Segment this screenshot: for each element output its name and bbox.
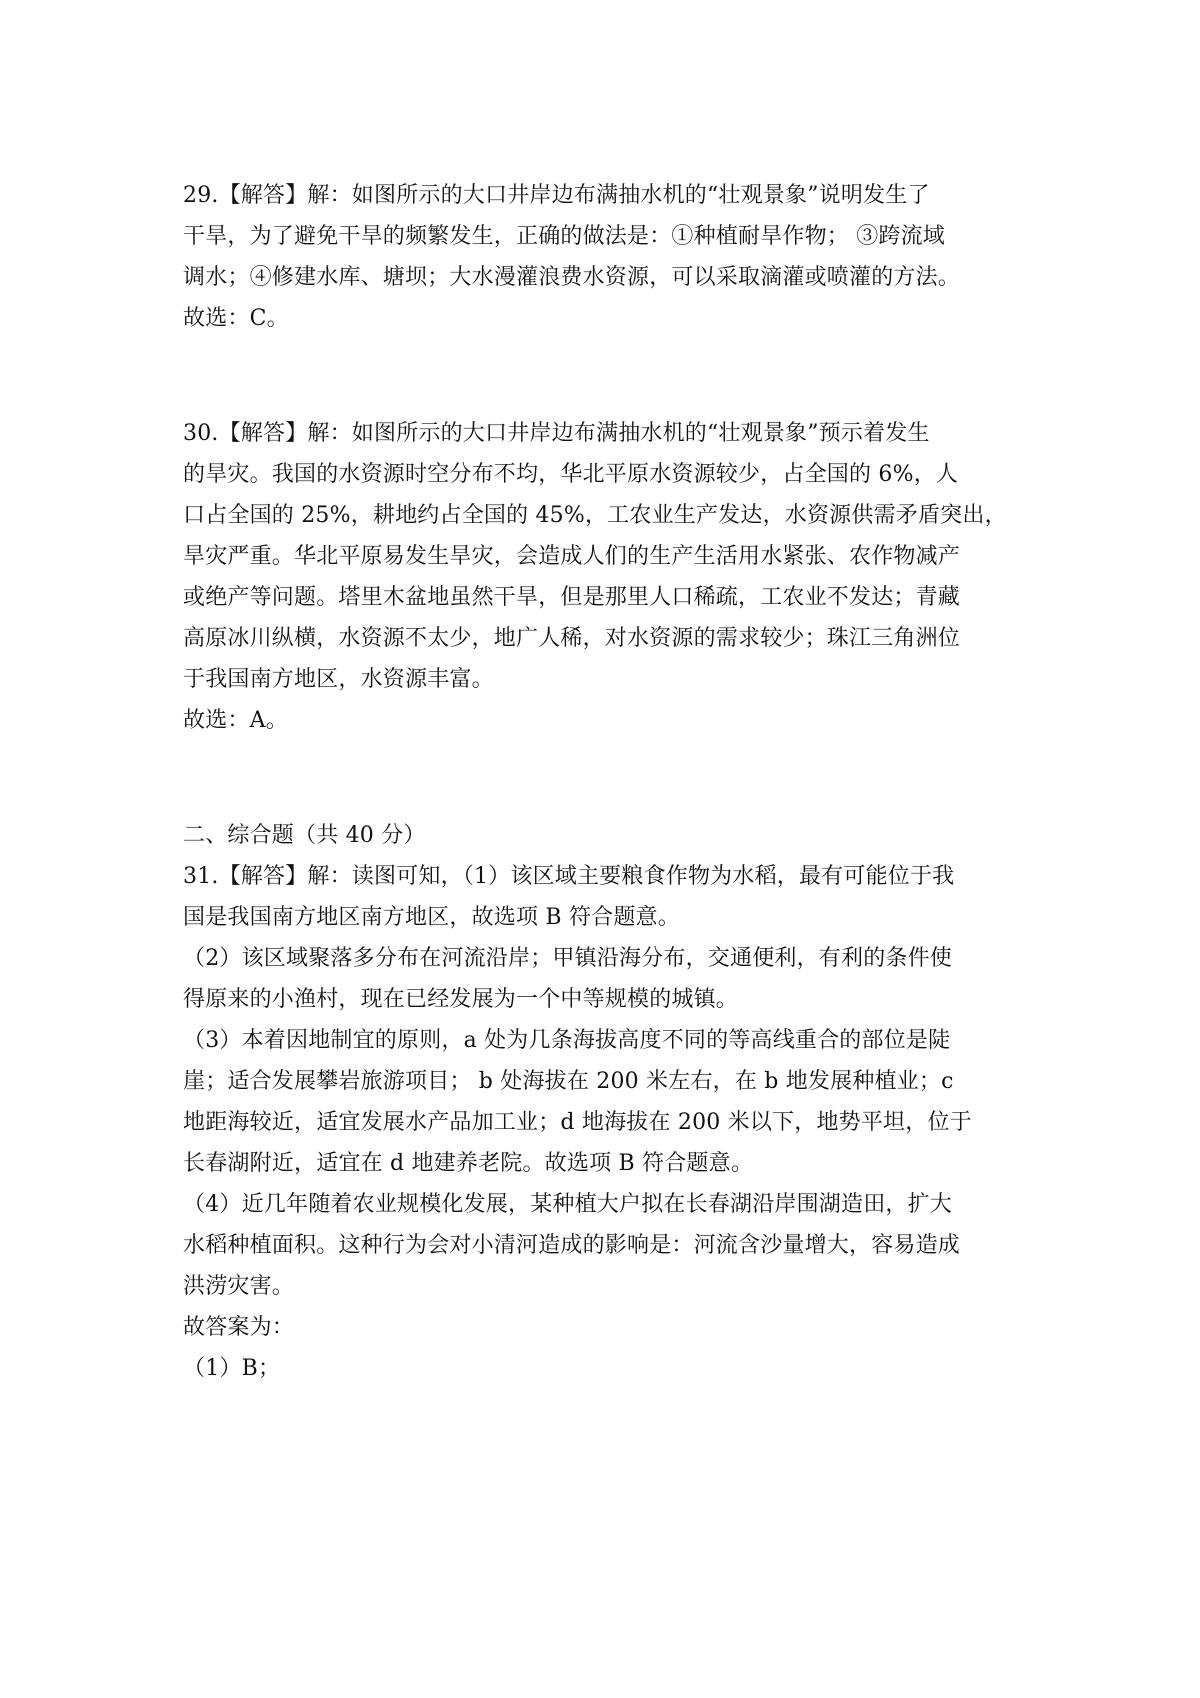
q30-line-7: 于我国南方地区，水资源丰富。 bbox=[183, 667, 494, 692]
q29-line-1: 29.【解答】解：如图所示的大口井岸边布满抽水机的“壮观景象”说明发生了 bbox=[183, 183, 930, 208]
q31-line-4: 得原来的小渔村，现在已经发展为一个中等规模的城镇。 bbox=[183, 987, 739, 1012]
q30-line-2: 的旱灾。我国的水资源时空分布不均，华北平原水资源较少，占全国的 6%，人 bbox=[183, 462, 959, 487]
q29-line-2: 干旱，为了避免干旱的频繁发生，正确的做法是：①种植耐旱作物； ③跨流域 bbox=[183, 224, 945, 249]
q31-line-9: （4）近几年随着农业规模化发展，某种植大户拟在长春湖沿岸围湖造田，扩大 bbox=[183, 1192, 952, 1217]
q30-line-1: 30.【解答】解：如图所示的大口井岸边布满抽水机的“壮观景象”预示着发生 bbox=[183, 421, 930, 446]
q31-line-5: （3）本着因地制宜的原则，a 处为几条海拔高度不同的等高线重合的部位是陡 bbox=[183, 1028, 951, 1053]
q31-line-6: 崖；适合发展攀岩旅游项目； b 处海拔在 200 米左右，在 b 地发展种植业；c bbox=[183, 1069, 954, 1094]
q31-line-11: 洪涝灾害。 bbox=[183, 1274, 295, 1299]
q29-line-3: 调水；④修建水库、塘坝；大水漫灌浪费水资源，可以采取滴灌或喷灌的方法。 bbox=[183, 265, 961, 290]
q30-line-3: 口占全国的 25%，耕地约占全国的 45%，工农业生产发达，水资源供需矛盾突出， bbox=[183, 503, 1007, 528]
q31-answer-1: （1）B； bbox=[183, 1356, 281, 1381]
q31-line-8: 长春湖附近，适宜在 d 地建养老院。故选项 B 符合题意。 bbox=[183, 1151, 754, 1176]
q31-line-7: 地距海较近，适宜发展水产品加工业；d 地海拔在 200 米以下，地势平坦，位于 bbox=[183, 1110, 972, 1135]
q31-line-10: 水稻种植面积。这种行为会对小清河造成的影响是：河流含沙量增大，容易造成 bbox=[183, 1233, 961, 1258]
q30-line-4: 旱灾严重。华北平原易发生旱灾，会造成人们的生产生活用水紧张、农作物减产 bbox=[183, 544, 961, 569]
q31-line-3: （2）该区域聚落多分布在河流沿岸；甲镇沿海分布，交通便利，有利的条件使 bbox=[183, 946, 952, 971]
q29-answer: 故选：C。 bbox=[183, 306, 289, 331]
q31-line-1: 31.【解答】解：读图可知，（1）该区域主要粮食作物为水稻，最有可能位于我 bbox=[183, 864, 955, 889]
q30-line-5: 或绝产等问题。塔里木盆地虽然干旱，但是那里人口稀疏，工农业不发达；青藏 bbox=[183, 585, 961, 610]
q30-line-6: 高原冰川纵横，水资源不太少，地广人稀，对水资源的需求较少；珠江三角洲位 bbox=[183, 626, 961, 651]
q30-answer: 故选：A。 bbox=[183, 708, 288, 733]
q31-line-2: 国是我国南方地区南方地区，故选项 B 符合题意。 bbox=[183, 905, 680, 930]
section-heading: 二、综合题（共 40 分） bbox=[183, 823, 426, 848]
q31-answer-heading: 故答案为： bbox=[183, 1315, 295, 1340]
